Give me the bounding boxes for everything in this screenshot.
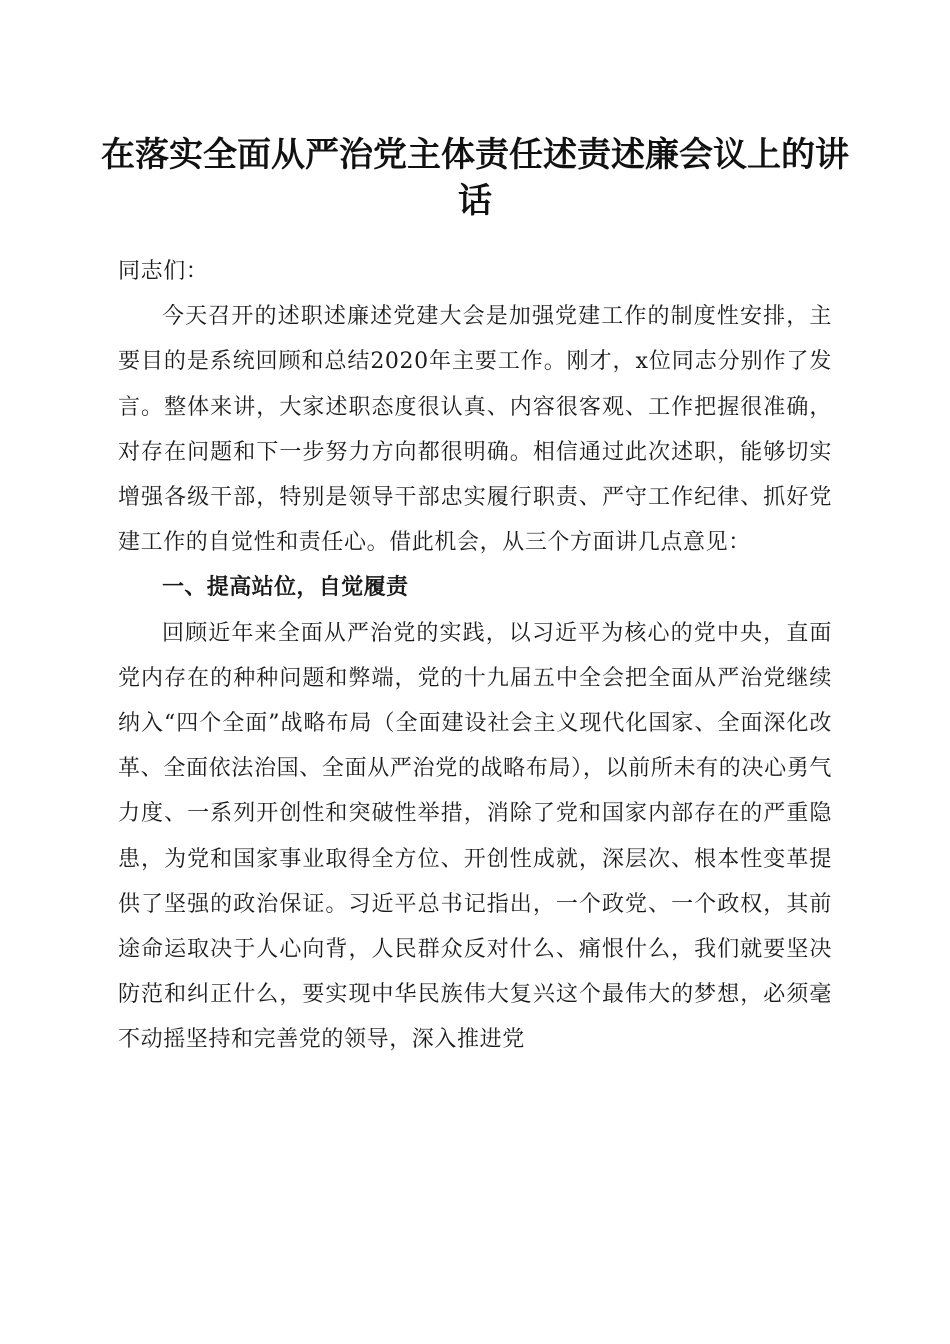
- paragraph-opening: 今天召开的述职述廉述党建大会是加强党建工作的制度性安排，主要目的是系统回顾和总结2020年主要工作。刚才，x位同志分别作了发言。整体来讲，大家述职态度很认真、内容很客观、工作把握很准确，对存在问题和下一步努力方向都很明确。相信通过此次述职，能够切实增强各级干部，特别是领导干部忠实履行职责、严守工作纪律、抓好党建工作的自觉性和责任心。借此机会，从三个方面讲几点意见：: [118, 304, 832, 556]
- document-title: 在落实全面从严治党主体责任述责述廉会议上的讲话: [101, 135, 849, 221]
- salutation: 同志们：: [118, 259, 209, 284]
- paragraph-section-1: 回顾近年来全面从严治党的实践，以习近平为核心的党中央，直面党内存在的种种问题和弊端，党的十九届五中全会把全面从严治党继续纳入“四个全面”战略布局（全面建设社会主义现代化国家、全面深化改革、全面依法治国、全面从严治党的战略布局），以前所未有的决心勇气力度、一系列开创性和突破性举措，消除了党和国家内部存在的严重隐患，为党和国家事业取得全方位、开创性成就，深层次、根本性变革提供了坚强的政治保证。习近平总书记指出，一个政党、一个政权，其前途命运取决于人心向背，人民群众反对什么、痛恨什么，我们就要坚决防范和纠正什么，要实现中华民族伟大复兴这个最伟大的梦想，必须毫不动摇坚持和完善党的领导，深入推进党: [118, 620, 832, 1053]
- document-body: [118, 249, 832, 1063]
- section-heading-1: 一、提高站位，自觉履责: [162, 575, 409, 601]
